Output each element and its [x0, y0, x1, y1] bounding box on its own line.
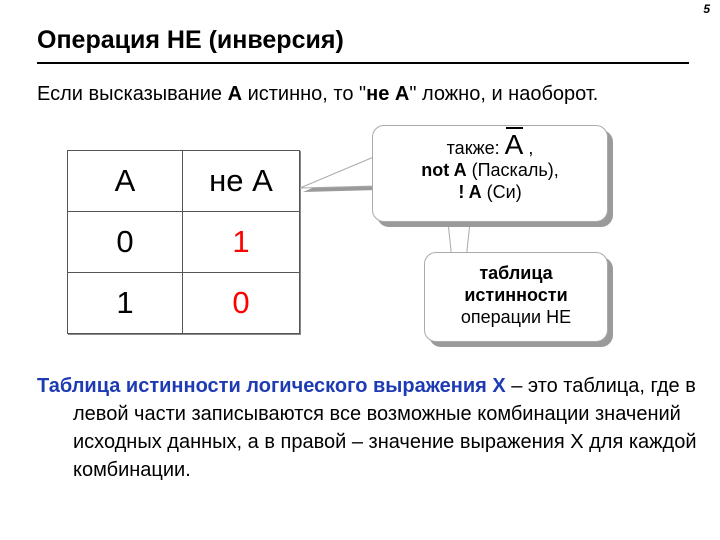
- notation-line-2: [373, 159, 607, 181]
- table-cell-a: 1: [68, 273, 183, 334]
- slide-title: Операция НЕ (инверсия): [37, 26, 344, 54]
- table-cell-a: 0: [68, 212, 183, 273]
- table-cell-not-a: 1: [183, 212, 300, 273]
- c-code: ! A: [458, 182, 482, 202]
- intro-var: A: [227, 83, 243, 105]
- notation-line-1: [373, 129, 607, 160]
- table-callout-line-2: истинности: [464, 285, 568, 305]
- pascal-code: not A: [421, 160, 467, 180]
- notation-comma: ,: [528, 138, 534, 158]
- notation-callout: [372, 125, 608, 222]
- definition-term: Таблица истинности логического выражения X: [37, 375, 506, 397]
- callout-tail: [300, 156, 376, 188]
- slide-number: 5: [703, 2, 710, 16]
- c-label: (Си): [481, 182, 522, 202]
- definition-body: – это таблица, где в левой части записываются все возможные комбинации значений исходных данных, а в правой – значение выражения X для каждой комбинации.: [73, 375, 697, 481]
- intro-part3: " ложно, и наоборот.: [409, 83, 599, 105]
- overlined-a: A: [504, 129, 524, 160]
- table-callout-line-1: таблица: [479, 263, 553, 283]
- notation-also: также:: [446, 138, 500, 158]
- table-header-not-a: не A: [183, 151, 300, 212]
- table-cell-not-a: 0: [183, 273, 300, 334]
- definition-text: [37, 372, 703, 484]
- intro-not-a: не A: [366, 83, 410, 105]
- table-header-a: A: [68, 151, 183, 212]
- intro-part1: Если высказывание: [37, 83, 228, 105]
- intro-part2: истинно, то ": [242, 83, 367, 105]
- table-callout: [424, 252, 608, 342]
- pascal-label: (Паскаль),: [466, 160, 559, 180]
- notation-line-3: [373, 181, 607, 203]
- table-callout-line-3: операции НЕ: [460, 307, 572, 327]
